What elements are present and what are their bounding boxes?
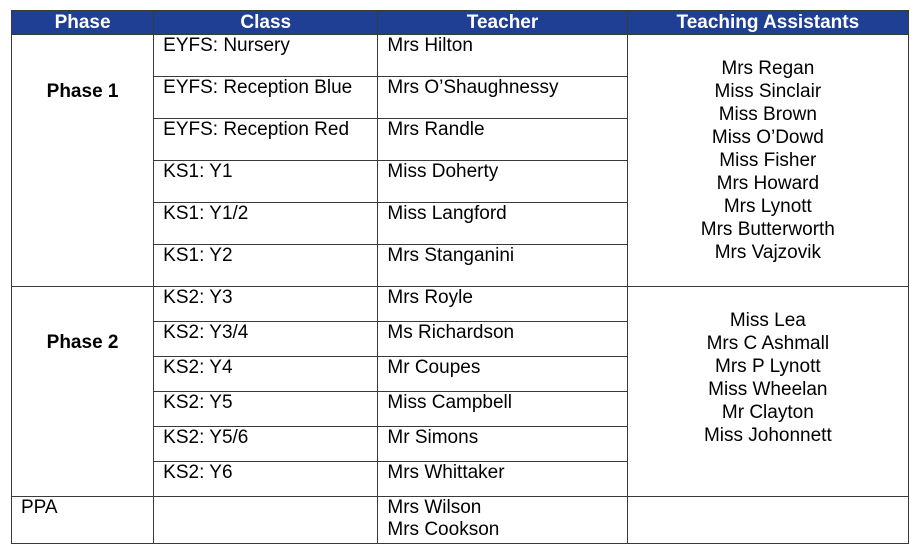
- class-cell: KS2: Y4: [154, 357, 378, 392]
- teaching-assistant-name: Mrs P Lynott: [715, 356, 821, 377]
- class-cell: EYFS: Reception Red: [154, 119, 378, 161]
- class-cell: KS2: Y3/4: [154, 322, 378, 357]
- table-row: [12, 35, 909, 77]
- class-cell: KS1: Y2: [154, 245, 378, 287]
- teacher-cell: Mrs O’Shaughnessy: [378, 77, 627, 119]
- table-row: [12, 287, 909, 322]
- class-cell: KS2: Y5/6: [154, 427, 378, 462]
- header-phase: Phase: [12, 11, 154, 35]
- teacher-cell: Mrs Whittaker: [378, 462, 627, 497]
- ppa-teaching-assistants-cell: [627, 497, 908, 544]
- class-cell: EYFS: Reception Blue: [154, 77, 378, 119]
- teacher-cell: Mrs Hilton: [378, 35, 627, 77]
- header-teacher: Teacher: [378, 11, 627, 35]
- teacher-cell: Miss Campbell: [378, 392, 627, 427]
- class-cell: KS1: Y1: [154, 161, 378, 203]
- class-cell: EYFS: Nursery: [154, 35, 378, 77]
- phase-2-label: Phase 2: [46, 332, 119, 353]
- teaching-assistant-name: Miss Fisher: [719, 150, 817, 171]
- header-class: Class: [154, 11, 378, 35]
- header-teaching-assistants: Teaching Assistants: [627, 11, 908, 35]
- teaching-assistant-name: Mrs Vajzovik: [714, 242, 821, 263]
- teaching-assistant-name: Mrs Regan: [721, 58, 815, 79]
- teaching-assistant-name: Mrs Lynott: [723, 196, 812, 217]
- teacher-cell: Mrs Stanganini: [378, 245, 627, 287]
- teaching-assistant-name: Miss Lea: [729, 310, 806, 331]
- class-cell: KS2: Y6: [154, 462, 378, 497]
- teaching-assistant-name: Mr Clayton: [721, 402, 814, 423]
- teacher-cell: Miss Doherty: [378, 161, 627, 203]
- teacher-cell: Ms Richardson: [378, 322, 627, 357]
- teaching-assistant-name: Miss Wheelan: [708, 379, 828, 400]
- teaching-assistant-name: Mrs Howard: [716, 173, 820, 194]
- ppa-label: PPA: [12, 497, 154, 544]
- phase-2-cell: [12, 287, 154, 497]
- class-cell: KS2: Y5: [154, 392, 378, 427]
- teacher-cell: Mr Simons: [378, 427, 627, 462]
- header-row: [12, 11, 909, 35]
- teacher-cell: Mr Coupes: [378, 357, 627, 392]
- ppa-teachers-cell: [378, 497, 627, 544]
- ppa-class-cell: [154, 497, 378, 544]
- teaching-assistant-name: Miss Sinclair: [714, 81, 822, 102]
- staff-table: [11, 10, 909, 544]
- class-cell: KS2: Y3: [154, 287, 378, 322]
- teacher-cell: Mrs Randle: [378, 119, 627, 161]
- teaching-assistant-name: Miss Brown: [718, 104, 817, 125]
- phase-1-cell: [12, 35, 154, 287]
- class-cell: KS1: Y1/2: [154, 203, 378, 245]
- phase-1-label: Phase 1: [46, 81, 119, 102]
- ppa-teacher-name: Mrs Wilson: [387, 497, 482, 518]
- phase-2-teaching-assistants: [627, 287, 908, 497]
- teaching-assistant-name: Mrs C Ashmall: [706, 333, 830, 354]
- teacher-cell: Mrs Royle: [378, 287, 627, 322]
- ppa-row: [12, 497, 909, 544]
- teaching-assistant-name: Miss Johonnett: [703, 425, 832, 446]
- teaching-assistant-name: Miss O’Dowd: [711, 127, 824, 148]
- teaching-assistant-name: Mrs Butterworth: [700, 219, 835, 240]
- phase-1-teaching-assistants: [627, 35, 908, 287]
- teacher-cell: Miss Langford: [378, 203, 627, 245]
- ppa-teacher-name: Mrs Cookson: [387, 519, 500, 540]
